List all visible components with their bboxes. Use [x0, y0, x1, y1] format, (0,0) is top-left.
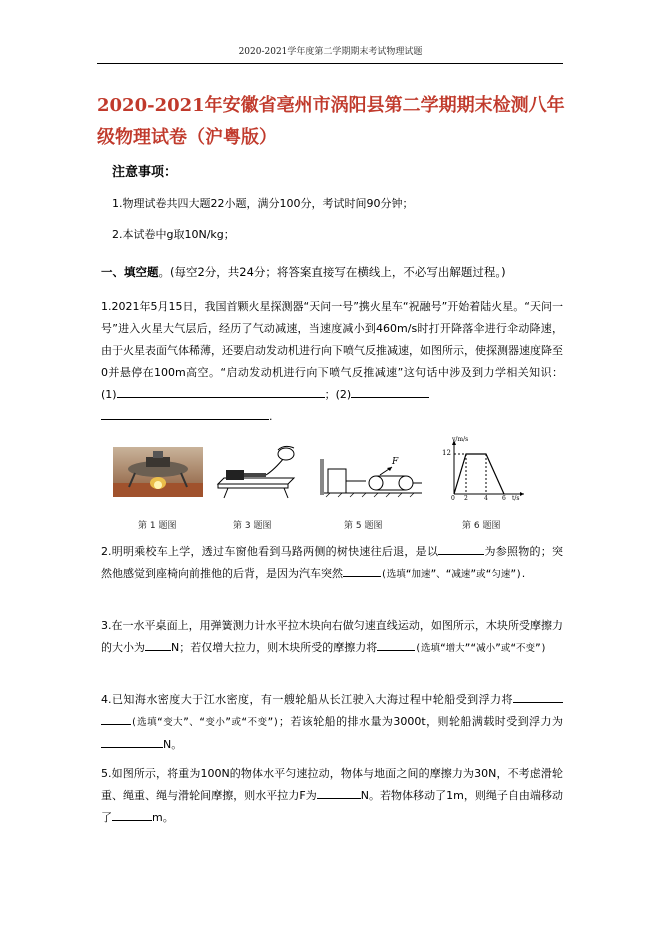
section-instructions: 。(每空2分，共24分；将答案直接写在横线上，不必写出解题过程。) [158, 265, 506, 279]
q5-text-c: m。 [152, 811, 174, 824]
fig6-caption: 第 6 题图 [462, 521, 501, 531]
notes-heading: 注意事项： [112, 165, 178, 180]
q5-text-a: 5.如图所示，将重为100N的物体水平匀速拉动，物体与地面之间的摩擦力为30N，不考虑滑轮重、绳重、绳与滑轮间摩擦，则水平拉力F为 [101, 767, 563, 802]
fig6-x-tick-2: 2 [464, 495, 468, 502]
fig6-vt-graph [438, 436, 528, 504]
q4-blank-1-cont[interactable] [101, 712, 131, 725]
question-5 [101, 763, 563, 829]
section-1-heading [101, 264, 571, 280]
fig6-x-tick-6: 6 [502, 495, 506, 502]
q2-end: . [521, 567, 526, 580]
question-2 [101, 541, 563, 586]
q1-blank-1[interactable] [117, 385, 325, 398]
q2-text-a: 2.明明乘校车上学，透过车窗他看到马路两侧的树快速往后退，是以 [101, 545, 439, 558]
q2-hint: (选填“加速”、“减速”或“匀速”) [381, 569, 522, 580]
q3-blank-1[interactable] [145, 638, 171, 651]
q5-blank-2[interactable] [112, 808, 152, 821]
q4-blank-2[interactable] [101, 735, 163, 748]
title-line-1: 2020-2021年安徽省亳州市涡阳县第二学期期末检测八年 [97, 95, 565, 116]
fig6-y-tick: 12 [442, 449, 451, 457]
q1-blank-2-cont[interactable] [101, 407, 269, 420]
q1-part2: ；(2) [324, 388, 352, 401]
document-title [97, 90, 567, 154]
q3-text-b: N；若仅增大拉力，则木块所受的摩擦力将 [171, 641, 378, 654]
q3-hint: (选填“增大”“减小”或“不变”) [415, 643, 547, 654]
section-label: 一、填空题 [101, 265, 159, 279]
fig1-lander-photo [113, 447, 203, 497]
q4-text-c: N。 [163, 738, 183, 751]
q1-part1: (1) [101, 388, 117, 401]
q3-blank-2[interactable] [377, 638, 415, 651]
title-line-2: 级物理试卷（沪粤版） [97, 127, 277, 148]
fig3-caption: 第 3 题图 [233, 521, 272, 531]
fig6-y-label: v/m/s [452, 436, 469, 443]
header-rule [97, 63, 563, 64]
q1-text: 1.2021年5月15日，我国首颗火星探测器“天问一号”携火星车“祝融号”开始着陆火星。“天问一号”进入火星大气层后，经历了气动减速，当速度减小到460m/s时打开降落伞进行伞动降速，由于火星表面气体稀薄，还要启动发动机进行向下喷气反推减速，如图所示，使探测器速度降至0并悬停在100m高空。“启动发动机进行向下喷气反推减速”这句话中涉及到力学相关知识： [101, 300, 563, 379]
fig3-spring-scale [214, 440, 298, 500]
fig5-pulley [318, 455, 424, 499]
q1-blank-2[interactable] [351, 385, 429, 398]
note-2: 2.本试卷中g取10N/kg； [112, 228, 235, 241]
q5-text-b: N。若物体移动了1m，则绳子自由端移动了 [101, 789, 563, 824]
fig6-x-tick-4: 4 [484, 495, 488, 502]
q2-blank-2[interactable] [343, 564, 381, 577]
note-1: 1.物理试卷共四大题22小题，满分100分，考试时间90分钟； [112, 197, 414, 210]
q4-text-a: 4.已知海水密度大于江水密度，有一艘轮船从长江驶入大海过程中轮船受到浮力将 [101, 693, 513, 706]
fig6-x-tick-0: 0 [451, 495, 455, 502]
q4-blank-1[interactable] [513, 690, 563, 703]
fig5-caption: 第 5 题图 [344, 521, 383, 531]
fig1-caption: 第 1 题图 [138, 521, 177, 531]
q4-hint: (选填“变大”、“变小”或“不变”) [131, 717, 279, 728]
q2-text-b: 为参照物的；突然他感觉到座椅向前推他的后背，是因为汽车突然 [101, 545, 564, 580]
question-1 [101, 296, 563, 428]
question-4 [101, 689, 563, 756]
q2-blank-1[interactable] [438, 542, 484, 555]
q4-text-b: ；若该轮船的排水量为3000t，则轮船满载时受到浮力为 [278, 715, 563, 728]
page-header: 2020-2021学年度第二学期期末考试物理试题 [238, 47, 423, 57]
q5-blank-1[interactable] [317, 786, 361, 799]
fig6-x-label: t/s [512, 495, 520, 502]
q3-text-a: 3.在一水平桌面上，用弹簧测力计水平拉木块向右做匀速直线运动，如图所示，木块所受摩擦力的大小为 [101, 619, 563, 654]
q1-end: . [269, 410, 273, 423]
fig5-force-label: F [392, 457, 399, 467]
question-3 [101, 615, 563, 660]
